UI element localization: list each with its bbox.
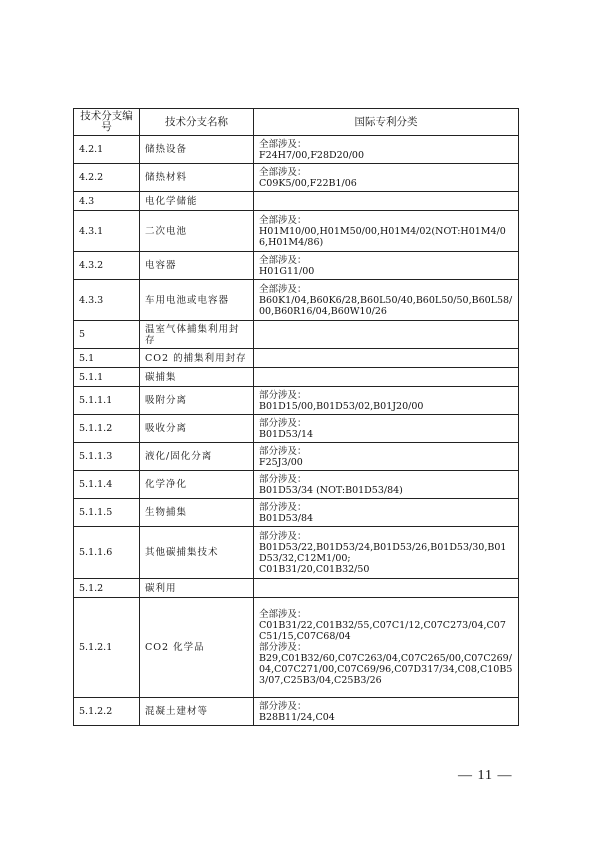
coverage-label: 部分涉及： <box>259 530 307 542</box>
branch-name: CO2 化学品 <box>140 598 254 698</box>
branch-name: 吸附分离 <box>140 387 254 415</box>
ipc-codes <box>254 443 519 471</box>
table-row <box>74 136 519 164</box>
coverage-label: 部分涉及： <box>259 642 307 653</box>
branch-id: 4.3 <box>74 192 140 211</box>
ipc-code-list: C01B31/20,C01B32/50 <box>259 563 370 575</box>
coverage-label: 全部涉及： <box>259 138 307 150</box>
branch-name: 温室气体捕集利用封存 <box>140 321 254 349</box>
branch-id: 5.1.1.1 <box>74 387 140 415</box>
table-body <box>74 136 519 726</box>
ipc-codes <box>254 415 519 443</box>
table-row <box>74 280 519 321</box>
coverage-label: 部分涉及： <box>259 700 307 712</box>
branch-name: 吸收分离 <box>140 415 254 443</box>
ipc-code-list: B28B11/24,C04 <box>259 711 335 723</box>
coverage-label: 部分涉及： <box>259 389 307 401</box>
header-branch-id: 技术分支编号 <box>74 109 140 136</box>
branch-id: 5.1.1.6 <box>74 527 140 579</box>
table-row <box>74 598 519 698</box>
branch-id: 4.2.2 <box>74 164 140 192</box>
header-branch-name: 技术分支名称 <box>140 109 254 136</box>
coverage-label: 部分涉及： <box>259 473 307 485</box>
branch-name: 液化/固化分离 <box>140 443 254 471</box>
ipc-code-list: B01D53/14 <box>259 428 314 440</box>
table-row <box>74 321 519 349</box>
ipc-codes <box>254 211 519 252</box>
branch-id: 5.1.1 <box>74 368 140 387</box>
ipc-codes <box>254 192 519 211</box>
branch-name: CO2 的捕集利用封存 <box>140 349 254 368</box>
coverage-label: 全部涉及： <box>259 609 307 620</box>
branch-id: 5.1.2.1 <box>74 598 140 698</box>
ipc-codes <box>254 136 519 164</box>
ipc-codes <box>254 698 519 726</box>
ipc-code-list: F24H7/00,F28D20/00 <box>259 149 364 161</box>
table-row <box>74 415 519 443</box>
table-header-row <box>74 109 519 136</box>
branch-name: 电化学储能 <box>140 192 254 211</box>
coverage-label: 部分涉及： <box>259 501 307 513</box>
ipc-codes <box>254 387 519 415</box>
ipc-code-list: C09K5/00,F22B1/06 <box>259 177 357 189</box>
ipc-code-list: B01D53/22,B01D53/24,B01D53/26,B01D53/30,B01D53/32,C12M1/00; <box>259 541 507 564</box>
coverage-label: 全部涉及： <box>259 166 307 178</box>
coverage-label: 全部涉及： <box>259 254 307 266</box>
table-row <box>74 471 519 499</box>
ipc-codes <box>254 471 519 499</box>
ipc-codes <box>254 368 519 387</box>
coverage-label: 全部涉及： <box>259 283 307 295</box>
table-row <box>74 164 519 192</box>
branch-id: 4.3.2 <box>74 252 140 280</box>
branch-name: 二次电池 <box>140 211 254 252</box>
branch-name: 电容器 <box>140 252 254 280</box>
ipc-codes <box>254 499 519 527</box>
branch-name: 混凝土建材等 <box>140 698 254 726</box>
branch-id: 4.3.3 <box>74 280 140 321</box>
branch-id: 4.3.1 <box>74 211 140 252</box>
ipc-codes <box>254 527 519 579</box>
ipc-code-list: H01G11/00 <box>259 265 315 277</box>
branch-id: 5.1.1.3 <box>74 443 140 471</box>
table-row <box>74 211 519 252</box>
ipc-codes <box>254 349 519 368</box>
ipc-code-list: B01D15/00,B01D53/02,B01J20/00 <box>259 400 424 412</box>
table-row <box>74 192 519 211</box>
ipc-code-list: B01D53/84 <box>259 512 314 524</box>
ipc-code-list: F25J3/00 <box>259 456 303 468</box>
branch-id: 4.2.1 <box>74 136 140 164</box>
table-row <box>74 349 519 368</box>
branch-id: 5.1.1.2 <box>74 415 140 443</box>
table-row <box>74 579 519 598</box>
branch-name: 碳利用 <box>140 579 254 598</box>
coverage-label: 部分涉及： <box>259 445 307 457</box>
table-row <box>74 368 519 387</box>
branch-name: 储热设备 <box>140 136 254 164</box>
page-number: — 11 — <box>458 768 513 783</box>
ipc-codes <box>254 598 519 698</box>
coverage-label: 全部涉及： <box>259 214 307 226</box>
ipc-code-list: B01D53/34 (NOT:B01D53/84) <box>259 484 403 496</box>
ipc-code-list: B60K1/04,B60K6/28,B60L50/40,B60L50/50,B60L58/00,B60R16/04,B60W10/26 <box>259 294 513 317</box>
table-row <box>74 252 519 280</box>
table-row <box>74 443 519 471</box>
table-row <box>74 387 519 415</box>
ipc-code-list: H01M10/00,H01M50/00,H01M4/02(NOT:H01M4/06,H01M4/86) <box>259 225 506 248</box>
branch-id: 5.1.1.4 <box>74 471 140 499</box>
ipc-codes <box>254 280 519 321</box>
table-row <box>74 698 519 726</box>
branch-name: 储热材料 <box>140 164 254 192</box>
branch-id: 5.1.2.2 <box>74 698 140 726</box>
branch-name: 车用电池或电容器 <box>140 280 254 321</box>
branch-id: 5.1 <box>74 349 140 368</box>
branch-id: 5.1.2 <box>74 579 140 598</box>
table-row <box>74 499 519 527</box>
ipc-code-list: B29,C01B32/60,C07C263/04,C07C265/00,C07C269/04,C07C271/00,C07C69/96,C07D317/34,C08,C10B53/07,C25B3/04,C25B3/26 <box>259 653 513 686</box>
branch-name: 其他碳捕集技术 <box>140 527 254 579</box>
header-ipc: 国际专利分类 <box>254 109 519 136</box>
ipc-codes <box>254 252 519 280</box>
ipc-codes <box>254 579 519 598</box>
branch-name: 化学净化 <box>140 471 254 499</box>
branch-name: 碳捕集 <box>140 368 254 387</box>
table-row <box>74 527 519 579</box>
classification-table <box>73 108 519 726</box>
ipc-codes <box>254 164 519 192</box>
branch-id: 5.1.1.5 <box>74 499 140 527</box>
branch-name: 生物捕集 <box>140 499 254 527</box>
ipc-code-list: C01B31/22,C01B32/55,C07C1/12,C07C273/04,C07C51/15,C07C68/04 <box>259 620 506 642</box>
branch-id: 5 <box>74 321 140 349</box>
ipc-codes <box>254 321 519 349</box>
coverage-label: 部分涉及： <box>259 417 307 429</box>
